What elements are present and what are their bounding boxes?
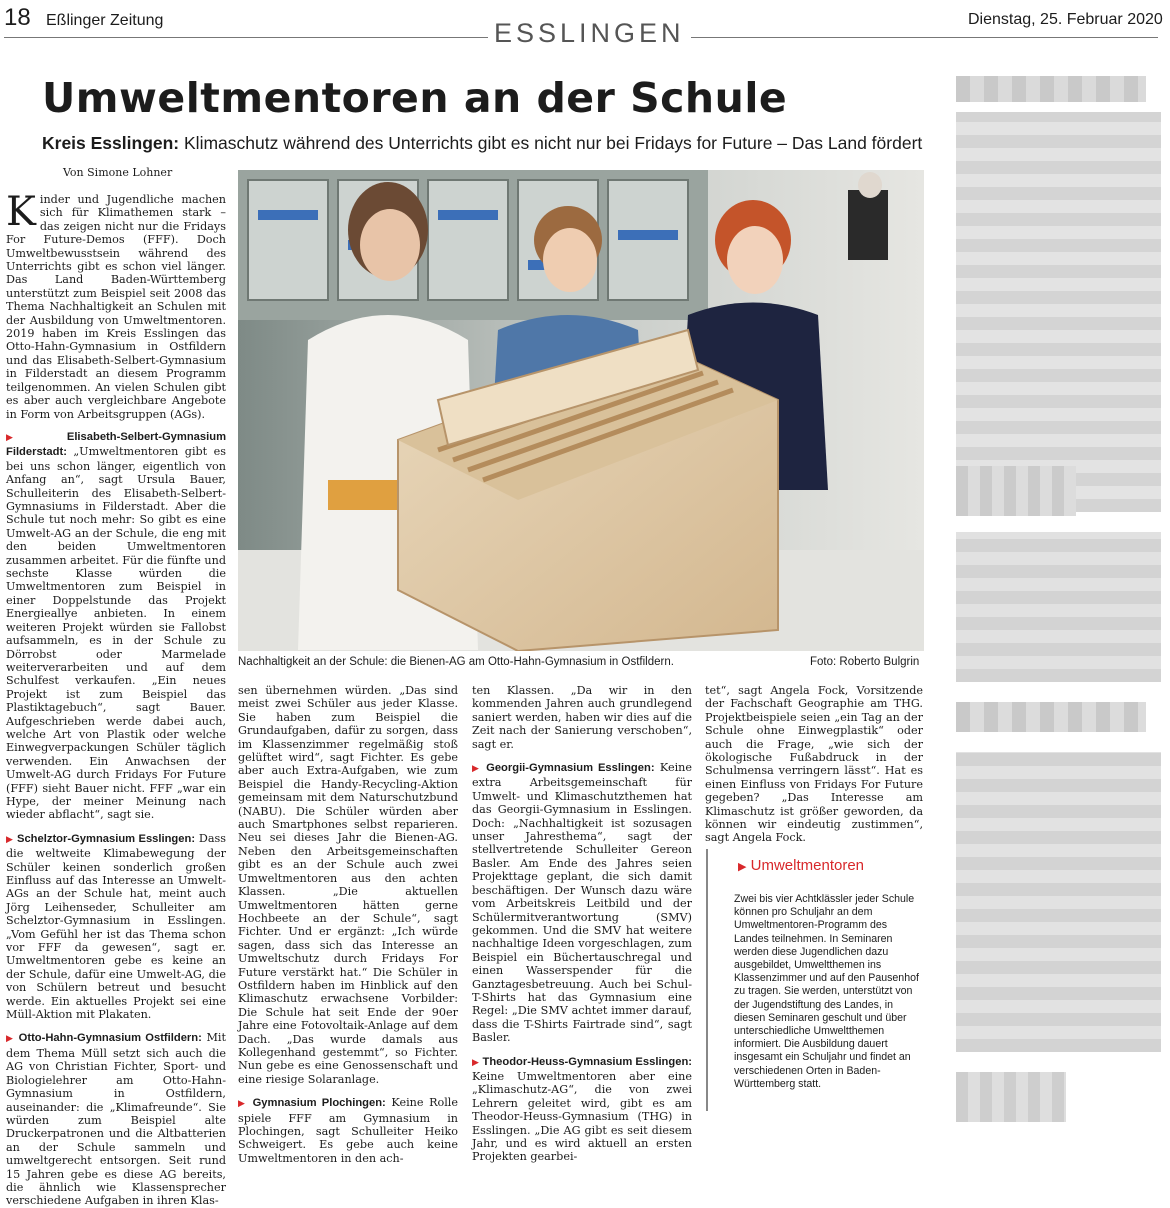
school-heading: Theodor-Heuss-Gymnasium Esslingen: — [482, 1055, 692, 1068]
photo-illustration — [238, 170, 924, 651]
pixelated-block — [956, 112, 1161, 512]
triangle-right-icon: ▶ — [6, 1034, 14, 1045]
issue-date: Dienstag, 25. Februar 2020 — [968, 11, 1163, 28]
drop-cap: K — [6, 189, 36, 235]
paragraph: ten Klassen. „Da wir in den kommenden Jahren auch grundlegend saniert werden, haben wir dies auf die Zeit nach der Sanierung verschoben“, sagt er. — [472, 684, 692, 751]
info-box-title-text: Umweltmentoren — [750, 857, 865, 874]
triangle-right-icon: ▶ — [472, 1057, 479, 1068]
paragraph: Keine Rolle spiele FFF am Gymnasium in Plochingen, sagt Schulleiter Heiko Schweigert. Es gebe auch keine Umweltmentoren in den ach- — [238, 1096, 459, 1165]
subheadline-text: Klimaschutz während des Unterrichts gibt es nicht nur bei Fridays for Future – Das Land fördert — [179, 133, 923, 153]
pixelated-block — [956, 76, 1146, 102]
subheadline-lead: Kreis Esslingen: — [42, 133, 180, 153]
section-title: ESSLINGEN — [488, 18, 691, 49]
info-box-text: Zwei bis vier Achtklässler jeder Schule können pro Schuljahr an dem Umweltmentoren-Programm des Landes teilnehmen. In Seminaren werden diese Jugendlichen dazu ausgebildet, Umweltthemen ins Klassenzimmer und auf den Pausenhof zu tragen. Sie werden, unterstützt von der Jugendstiftung des Landes, in diesen Seminaren geschult und über unterschiedliche Umweltthemen informiert. Die Ausbildung dauert insgesamt ein Schuljahr und findet an verschiedenen Orten in Baden-Württemberg statt. — [734, 893, 919, 1090]
school-heading: Georgii-Gymnasium Esslingen: — [486, 762, 655, 775]
article-column-3 — [472, 684, 692, 1164]
triangle-right-icon: ▶ — [6, 834, 14, 845]
paragraph: Dass die weltweite Klimabewegung der Schüler keinen sonderlich großen Einfluss auf das Interesse an Umwelt-AGs an der Schule hat, meint auch Jörg Leihenseder, Schulleiter am Schelztor-Gymnasium in Esslingen. „Vom Gefühl her ist das Thema schon vor FFF da gewesen“, sagt er. Umweltmentoren gebe es keine an der Schule, dafür eine Umwelt-AG, die von Schülern betreut und besucht werde. Ein aktuelles Projekt sei eine Müll-Aktion mit Plakaten. — [6, 831, 226, 1022]
triangle-right-icon: ▶ — [738, 861, 747, 873]
photo-credit: Foto: Roberto Bulgrin — [810, 656, 920, 668]
pixelated-adjacent-column — [940, 62, 1165, 1132]
page-number: 18 — [4, 4, 31, 31]
triangle-right-icon: ▶ — [472, 764, 481, 775]
school-heading: Gymnasium Plochingen: — [252, 1097, 386, 1110]
info-box — [706, 849, 925, 1111]
article-subheadline — [42, 133, 922, 154]
article-intro — [6, 189, 226, 421]
article-column-4 — [705, 684, 923, 845]
school-heading: Elisabeth-Selbert-Gymnasium Filderstadt: — [6, 431, 227, 459]
paragraph: Keine Umweltmentoren aber eine „Klimaschutz-AG“, die von zwei Lehrern geleitet wird, gibt es am Theodor-Heuss-Gymnasium (THG) in Esslingen. „Die AG gibt es seit diesem Jahr, und es wird aktuell an ersten Projekten gearbei- — [472, 1069, 692, 1164]
school-heading: Otto-Hahn-Gymnasium Ostfildern: — [18, 1032, 202, 1045]
paragraph: „Umweltmentoren gibt es bei uns schon länger, eigentlich von Anfang an“, sagt Ursula Bauer, Schulleiterin des Elisabeth-Selbert-Gymnasiums in Filderstadt. Aber die Schule tut noch mehr: So gibt es eine Umwelt-AG an der Schule, die eng mit den beiden Umweltmentoren zusammen arbeitet. Für die fünfte und sechste Klasse würden die Umweltmentoren zum Beispiel in einer Doppelstunde das Projekt Energieallye anbieten. In einem weiteren Projekt würden sie Fallobst aufsammeln, es in der Schule zu Dörrobst oder Marmelade weiterverarbeiten und auf dem Schulfest verkaufen. „Ein neues Projekt ist zum Beispiel das Plastiktagebuch“, sagt Bauer. Aufgeschrieben werde dabei auch, welche Art von Plastik oder welche Einwegverpackungen Schüler täglich verwenden. Ein Anwachsen der Umwelt-AG durch Fridays For Future (FFF) sieht Bauer nicht. FFF „war ein Hype, der meiner Meinung nach wieder abflacht“, sagt sie. — [6, 445, 226, 822]
pixelated-block — [956, 752, 1161, 1052]
triangle-right-icon: ▶ — [238, 1099, 247, 1110]
info-box-title — [738, 857, 864, 874]
pixelated-block — [956, 466, 1076, 516]
photo-caption: Nachhaltigkeit an der Schule: die Bienen-AG am Otto-Hahn-Gymnasium in Ostfildern. — [238, 656, 674, 668]
pixelated-block — [956, 532, 1161, 682]
triangle-right-icon: ▶ — [6, 433, 39, 443]
paragraph: tet“, sagt Angela Fock, Vorsitzende der Fachschaft Geographie am THG. Projektbeispiele seien „ein Tag an der Schule ohne Einwegplastik“ oder auch die Frage, „wie sich der ökologische Fußabdruck in der Schulmensa verringern lässt“. Hat es einen Einfluss von Fridays For Future gegeben? „Das Interesse am Klimaschutz ist größer geworden, da können wir eindeutig zustimmen“, sagt Angela Fock. — [705, 684, 923, 845]
byline: Von Simone Lohner — [63, 166, 173, 179]
article-column-2 — [238, 684, 458, 1165]
paragraph: sen übernehmen würden. „Das sind meist zwei Schüler aus jeder Klasse. Sie haben zum Beispiel die Grundaufgaben, dafür zu sorgen, dass im Klassenzimmer regelmäßig stoß gelüftet wird“, sagt Fichter. Es gebe aber auch Extra-Aufgaben, wie zum Beispiel die Handy-Recycling-Aktion gemeinsam mit dem Naturschutzbund (NABU). Die Schüler würden aber auch Smartphones selbst reparieren. Neu sei dieses Jahr die Bienen-AG. Neben den Arbeitsgemeinschaften gibt es an der Schule auch zwei Umweltmentoren aus den achten Klassen. „Die aktuellen Umweltmentoren hätten gerne Hochbeete an der Schule“, sagt Fichter. Und er ergänzt: „Ich würde sagen, dass sich das Interesse an Umweltschutz durch Fridays For Future verstärkt hat.“ Die Schüler in Ostfildern haben im Hinblick auf den Klimaschutz erwachsene Vorbilder: Die Schule hat seit Ende der 90er Jahre eine Fotovoltaik-Anlage auf dem Dach. „Das wurde damals aus Kollegenhand gestemmt“, so Fichter. Nun gebe es eine Genossenschaft und eine riesige Solaranlage. — [238, 684, 458, 1086]
paragraph: Keine extra Arbeitsgemeinschaft für Umwelt- und Klimaschutzthemen hat das Georgii-Gymnasium in Esslingen. Doch: „Nachhaltigkeit ist sozusagen unser Jahresthema“, sagt der stellvertretende Schulleiter Gereon Basler. Am Ende des Jahres seien Projekttage geplant, die sich damit beschäftigen. Der Wunsch dazu wäre vom Arbeitskreis Leitbild und der Schülermitverantwortung (SMV) gekommen. Und die SMV hat weitere nachhaltige Ideen vorgeschlagen, zum Beispiel ein Büchertauschregal und einen Wasserspender für die Ganztagesbetreuung. Auch bei Schul-T-Shirts hat das Gymnasium eine Regel: „Die SMV achtet immer darauf, dass die T-Shirts Fairtrade sind“, sagt Basler. — [472, 761, 693, 1045]
pixelated-block — [956, 702, 1146, 732]
article-photo — [238, 170, 924, 651]
pixelated-block — [956, 1072, 1066, 1122]
paragraph: Mit dem Thema Müll setzt sich auch die AG von Christian Fichter, Sport- und Biologielehrer am Otto-Hahn-Gymnasium in Ostfildern, auseinander: die „Klimafreunde“. Sie würden zum Beispiel alte Druckerpatronen und die Altbatterien an der Schule sammeln und umweltgerecht entsorgen. Seit rund 15 Jahren gebe es diese AG bereits, die ähnlich wie Klassensprecher verschiedene Aufgaben in ihren Klas- — [6, 1031, 227, 1208]
article-headline: Umweltmentoren an der Schule — [42, 74, 788, 122]
article-column-1 — [6, 430, 226, 1208]
intro-text: inder und Jugendliche machen sich für Klimathemen stark – das zeigen nicht nur die Fridays For Future-Demos (FFF). Doch Umweltbewusstsein während des Unterrichts gibt es schon viel länger. Das Land Baden-Württemberg unterstützt zum Beispiel seit 2008 das Thema Nachhaltigkeit an Schulen mit der Ausbildung von Umweltmentoren. 2019 haben im Kreis Esslingen das Otto-Hahn-Gymnasium in Ostfildern und das Elisabeth-Selbert-Gymnasium in Filderstadt an diesem Programm teilgenommen. An vielen Schulen gibt es aber auch vergleichbare Angebote in Form von Arbeitsgruppen (AGs). — [6, 193, 226, 421]
newspaper-name: Eßlinger Zeitung — [46, 12, 164, 29]
school-heading: Schelztor-Gymnasium Esslingen: — [17, 832, 196, 845]
